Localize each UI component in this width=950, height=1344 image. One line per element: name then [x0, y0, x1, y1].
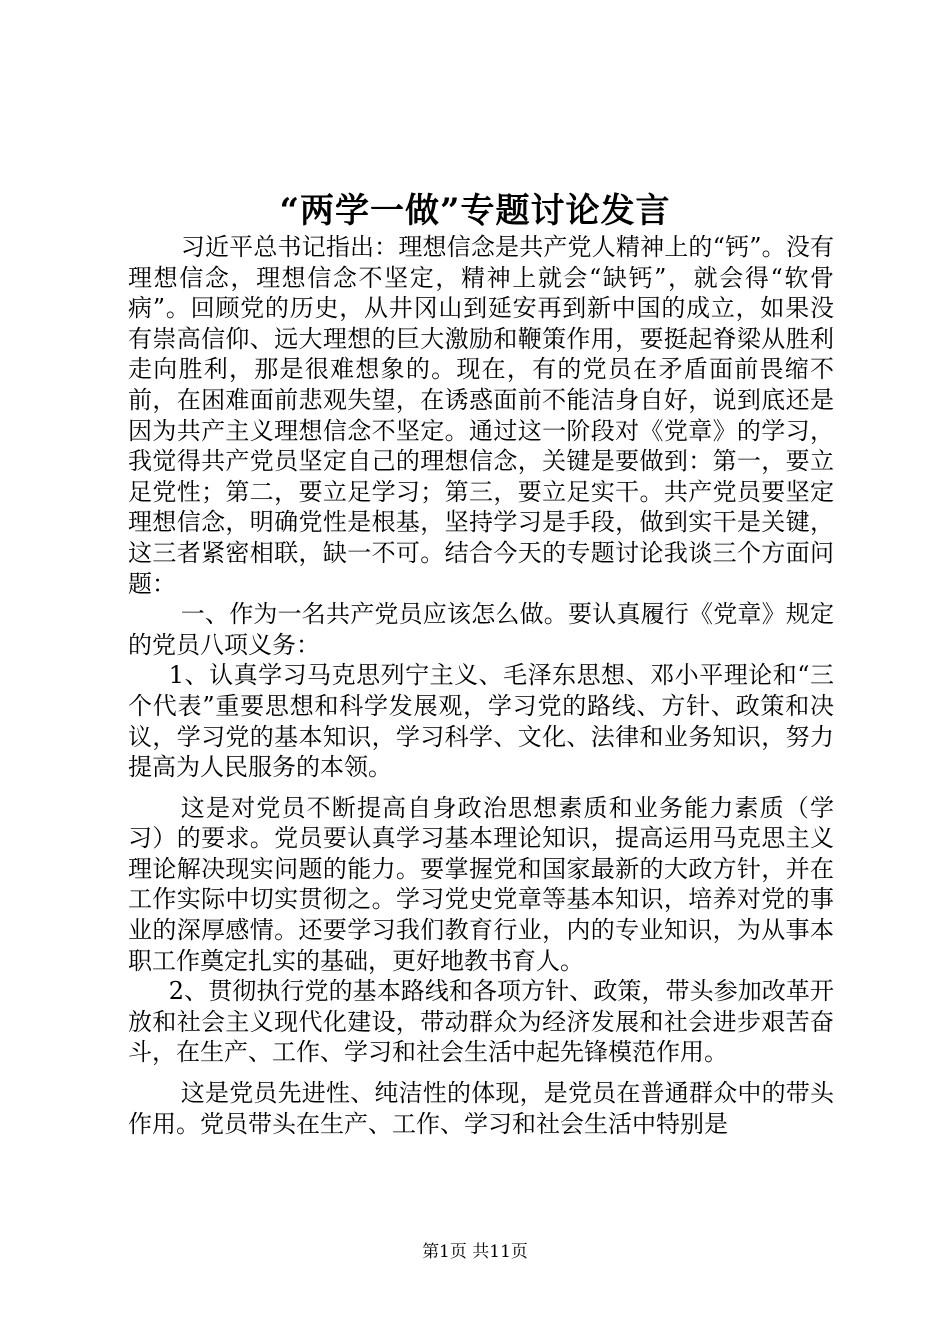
- document-title: “两学一做”专题讨论发言: [279, 191, 671, 231]
- paragraph-duty-one-explain: 这是对党员不断提高自身政治思想素质和业务能力素质（学习）的要求。党员要认真学习基本理论知识，提高运用马克思主义理论解决现实问题的能力。要掌握党和国家最新的大政方针，并在工作实际中切实贯彻之。学习党史党章等基本知识，培养对党的事业的深厚感情。还要学习我们教育行业，内的专业知识，为从事本职工作奠定扎实的基础，更好地教书育人。: [128, 793, 834, 975]
- document-body: [128, 232, 834, 1139]
- paragraph-duty-two-explain: 这是党员先进性、纯洁性的体现，是党员在普通群众中的带头作用。党员带头在生产、工作、学习和社会生活中特别是: [128, 1079, 834, 1138]
- paragraph-intro: 习近平总书记指出：理想信念是共产党人精神上的“钙”。没有理想信念，理想信念不坚定，精神上就会“缺钙”，就会得“软骨病”。回顾党的历史，从井冈山到延安再到新中国的成立，如果没有崇高信仰、远大理想的巨大激励和鞭策作用，要挺起脊梁从胜利走向胜利，那是很难想象的。现在，有的党员在矛盾面前畏缩不前，在困难面前悲观失望，在诱惑面前不能洁身自好，说到底还是因为共产主义理想信念不坚定。通过这一阶段对《党章》的学习，我觉得共产党员坚定自己的理想信念，关键是要做到：第一，要立足党性；第二，要立足学习；第三，要立足实干。共产党员要坚定理想信念，明确党性是根基，坚持学习是手段，做到实干是关键，这三者紧密相联，缺一不可。结合今天的专题讨论我谈三个方面问题：: [128, 233, 834, 598]
- paragraph-duty-two: 2、贯彻执行党的基本路线和各项方针、政策，带头参加改革开放和社会主义现代化建设，带动群众为经济发展和社会进步艰苦奋斗，在生产、工作、学习和社会生活中起先锋模范作用。: [128, 977, 834, 1067]
- paragraph-duty-one: 1、认真学习马克思列宁主义、毛泽东思想、邓小平理论和“三个代表”重要思想和科学发展观，学习党的路线、方针、政策和决议，学习党的基本知识，学习科学、文化、法律和业务知识，努力提高为人民服务的本领。: [128, 661, 834, 782]
- paragraph-section-one: 一、作为一名共产党员应该怎么做。要认真履行《党章》规定的党员八项义务：: [128, 600, 834, 659]
- page-number-footer: 第1页 共11页: [422, 1242, 528, 1262]
